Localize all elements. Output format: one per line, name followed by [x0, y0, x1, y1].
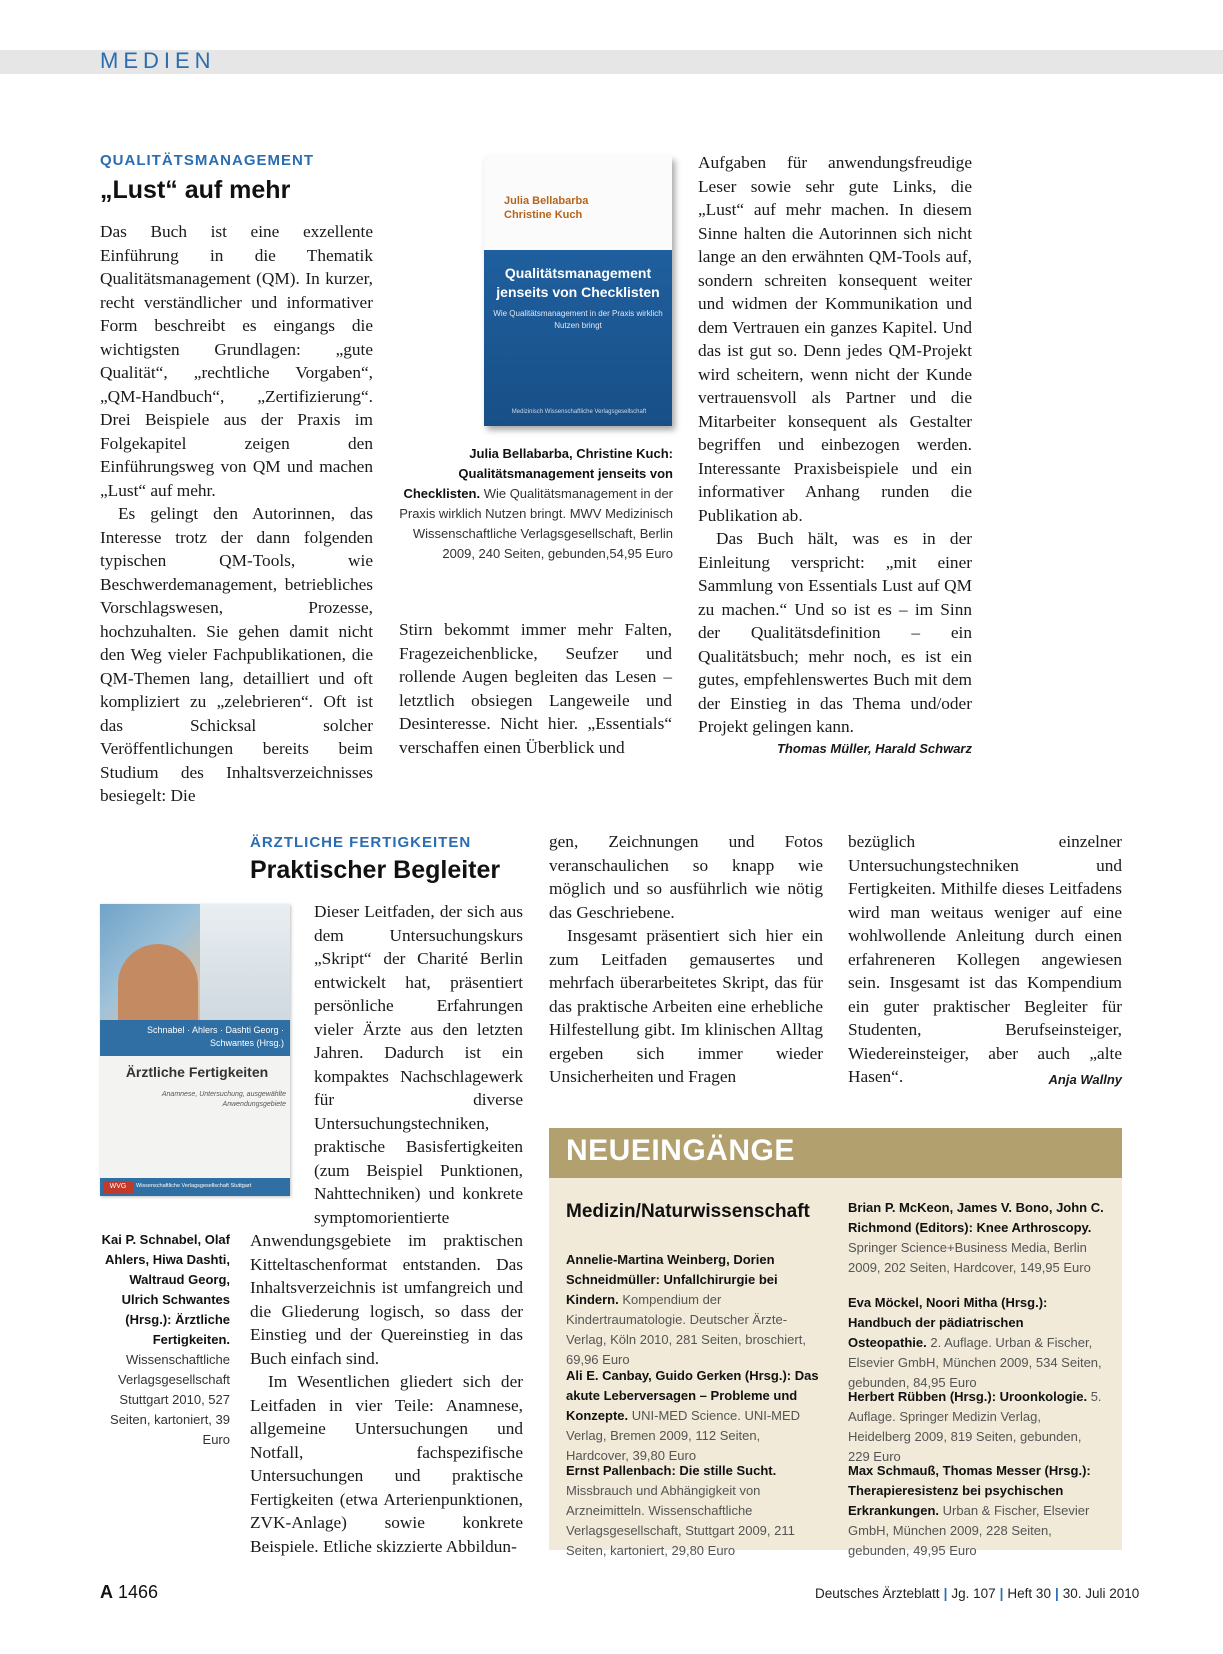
article1-column-2 [399, 618, 672, 759]
article2-paragraph: Insgesamt präsentiert sich hier ein zum Leitfaden gemausertes und mehrfach überarbeitetes Skript, das für das praktische Arbeiten eine erhebliche Hilfestellung gibt. Im klinischen Alltag ergeben sich immer wieder Unsicherheiten und Fragen [549, 926, 823, 1086]
article2-caption [100, 1230, 230, 1450]
journal-issue: Heft 30 [1007, 1586, 1051, 1601]
journal-info: Deutsches Ärzteblatt | Jg. 107 | Heft 30 | 30. Juli 2010 [815, 1586, 1140, 1601]
cover-subtitle: Anamnese, Untersuchung, ausgewählte Anwendungsgebiete [161, 1091, 286, 1108]
entry-title: Ali E. Canbay, Guido Gerken (Hrsg.): Das akute Leberversagen – Probleme und Konzepte. [566, 1368, 819, 1423]
article1-kicker: QUALITÄTSMANAGEMENT [100, 152, 314, 169]
article2-paragraph: gen, Zeichnungen und Fotos veranschaulichen so knapp wie möglich und so ausführlich wie nötig das Geschriebene. [549, 832, 823, 922]
caption-title: Kai P. Schnabel, Olaf Ahlers, Hiwa Dashti, Waltraud Georg, Ulrich Schwantes (Hrsg.): Ärztliche Fertigkeiten. [101, 1232, 230, 1347]
entry-details: Springer Science+Business Media, Berlin 2009, 202 Seiten, Hardcover, 149,95 Euro [848, 1240, 1091, 1275]
article1-paragraph: Stirn bekommt immer mehr Falten, Fragezeichenblicke, Seufzer und rollende Augen begleiten das Lesen – letztlich obsiegen Langeweile und Desinteresse. Nicht hier. „Essentials“ verschaffen einen Überblick und [399, 620, 672, 757]
neueingaenge-subtitle: Medizin/Naturwissenschaft [566, 1201, 810, 1222]
cover-authors [504, 194, 588, 222]
journal-volume: Jg. 107 [951, 1586, 996, 1601]
neueingaenge-entry [848, 1461, 1104, 1561]
article1-paragraph: Das Buch ist eine exzellente Einführung in die Thematik Qualitätsmanagement (QM). In kurzer, recht verständlicher und informativer Form beschreibt es eingangs die wichtigsten Grundlagen: „gute Qualität“, „rechtliche Vorgaben“, „QM-Handbuch“, „Zertifizierung“. Drei Beispiele aus der Praxis im Folgekapitel zeigen den Einführungsweg von QM und machen „Lust“ auf mehr. [100, 222, 373, 500]
entry-details: 2. Auflage. Urban & Fischer, Elsevier GmbH, München 2009, 534 Seiten, gebunden, 84,95 Euro [848, 1335, 1102, 1390]
neueingaenge-entry [848, 1198, 1104, 1278]
article2-paragraph: Dieser Leitfaden, der sich aus dem Untersuchungskurs „Skript“ der Charité Berlin entwickelt hat, präsentiert persönliche Erfahrungen vieler Ärzte aus den letzten Jahren. Dadurch ist ein kompaktes Nachschlagewerk für diverse Untersuchungstechniken, praktische Basisfertigkeiten (zum Beispiel Punktionen, Nahttechniken) und konkrete symptomorientierte [314, 902, 523, 1227]
cover-authors: Schnabel · Ahlers · Dashti Georg · Schwantes (Hrsg.) [146, 1025, 284, 1048]
page-prefix: A [100, 1582, 113, 1602]
entry-title: Herbert Rübben (Hrsg.): Uroonkologie. [848, 1389, 1088, 1404]
caption-details: Wissenschaftliche Verlagsgesellschaft Stuttgart 2010, 527 Seiten, kartoniert, 39 Euro [110, 1352, 230, 1447]
page-number [100, 1582, 158, 1603]
cover-title: Ärztliche Fertigkeiten [125, 1064, 269, 1080]
entry-details: Missbrauch und Abhängigkeit von Arzneimitteln. Wissenschaftliche Verlagsgesellschaft, Stuttgart 2009, 211 Seiten, kartoniert, 29,80 Euro [566, 1483, 795, 1558]
article1-column-3 [698, 151, 972, 739]
book-cover-qualitaetsmanagement [484, 156, 672, 426]
cover-author-2: Christine Kuch [504, 209, 583, 221]
article1-paragraph: Das Buch hält, was es in der Einleitung verspricht: „mit einer Sammlung von Essentials Lust auf QM zu machen.“ Und so ist es – im Sinn der Qualitätsdefinition – ein Qualitätsbuch; mehr noch, es ist ein gutes, empfehlenswertes Buch mit dem der Einstieg in das Thema und/oder Projekt gelingen kann. [698, 529, 972, 736]
article2-column-1 [250, 1229, 523, 1558]
cover-publisher: Wissenschaftliche Verlagsgesellschaft Stuttgart [136, 1183, 252, 1189]
caption-title: Julia Bellabarba, Christine Kuch: Qualitätsmanagement jenseits von Checklisten. [403, 446, 673, 501]
page-number-value: 1466 [118, 1582, 159, 1602]
article1-headline: „Lust“ auf mehr [100, 176, 291, 204]
book-cover-aerztliche-fertigkeiten [100, 904, 290, 1196]
article1-paragraph: Es gelingt den Autorinnen, das Interesse trotz der dann folgenden typischen QM-Tools, wie Beschwerdemanagement, betriebliches Vorschlagswesen, Prozesse, hochzuhalten. Sie gehen damit nicht den Weg vieler Fachpublikationen, die QM-Themen lang, detailliert und oft kompliziert zu „zelebrieren“. Oft ist das Schicksal solcher Veröffentlichungen bereits beim Studium des Inhaltsverzeichnisses besiegelt: Die [100, 504, 373, 805]
article2-signature: Anja Wallny [1048, 1072, 1122, 1087]
entry-title: Brian P. McKeon, James V. Bono, John C. Richmond (Editors): Knee Arthroscopy. [848, 1200, 1104, 1235]
cover-subtitle: Wie Qualitätsmanagement in der Praxis wirklich Nutzen bringt [493, 309, 663, 330]
article2-paragraph: Im Wesentlichen gliedert sich der Leitfaden in vier Teile: Anamnese, allgemeine Untersuchungen und Notfall, fachspezifische Untersuchungen und praktische Fertigkeiten (etwa Arterienpunktionen, ZVK-Anlage) sowie konkrete Beispiele. Etliche skizzierte Abbildun- [250, 1372, 523, 1556]
cover-author-1: Julia Bellabarba [504, 195, 589, 207]
article2-column-1-wrap [314, 900, 523, 1229]
journal-name: Deutsches Ärzteblatt [815, 1586, 940, 1601]
entry-title: Eva Möckel, Noori Mitha (Hrsg.): Handbuch der pädiatrischen Osteopathie. [848, 1295, 1048, 1350]
entry-title: Annelie-Martina Weinberg, Dorien Schneidmüller: Unfallchirurgie bei Kindern. [566, 1252, 778, 1307]
entry-details: 5. Auflage. Springer Medizin Verlag, Heidelberg 2009, 819 Seiten, gebunden, 229 Euro [848, 1389, 1102, 1464]
article2-paragraph: bezüglich einzelner Untersuchungstechniken und Fertigkeiten. Mithilfe dieses Leitfadens wird man weitaus weniger auf eine wohlwollende Anleitung durch einen erfahreneren Kollegen angewiesen sein. Insgesamt ist das Kompendium ein guter praktischer Begleiter für Studenten, Berufseinsteiger, Wiedereinsteiger, aber auch „alte Hasen“. [848, 832, 1122, 1086]
cover-title: Qualitätsmanagement jenseits von Checklisten [496, 265, 660, 300]
cover-publisher: Medizinisch Wissenschaftliche Verlagsgesellschaft [511, 409, 647, 415]
caption-details: Wie Qualitätsmanagement in der Praxis wirklich Nutzen bringt. MWV Medizinisch Wissenschaftliche Verlagsgesellschaft, Berlin 2009, 240 Seiten, gebunden,54,95 Euro [399, 486, 673, 561]
cover-photo-doctor [200, 904, 290, 1020]
cover-photo-patient [118, 944, 198, 1020]
article1-paragraph: Aufgaben für anwendungsfreudige Leser sowie sehr gute Links, die „Lust“ auf mehr machen. In diesem Sinne halten die Autorinnen sich nicht lange an den erwähnten QM-Tools auf, sondern schreiten konsequent weiter und widmen der Kommunikation und dem Vertrauen ein ganzes Kapitel. Und das ist gut so. Denn jedes QM-Projekt wird scheitern, wenn nicht der Kunde vertrauensvoll als Partner und die Mitarbeiter konsequent als Gestalter begriffen und einbezogen werden. Interessante Praxisbeispiele und ein informativer Anhang runden die Publikation ab. [698, 153, 972, 525]
entry-details: Kompendium der Kindertraumatologie. Deutscher Ärzte-Verlag, Köln 2010, 281 Seiten, broschiert, 69,96 Euro [566, 1292, 806, 1367]
neueingaenge-entry [566, 1250, 822, 1370]
section-label: MEDIEN [100, 48, 216, 73]
article1-caption [392, 444, 673, 564]
entry-title: Ernst Pallenbach: Die stille Sucht. [566, 1463, 777, 1478]
neueingaenge-title: NEUEINGÄNGE [566, 1134, 795, 1167]
publisher-logo: WVG [103, 1181, 133, 1193]
article2-column-3 [848, 830, 1122, 1089]
journal-date: 30. Juli 2010 [1062, 1586, 1140, 1601]
article2-headline: Praktischer Begleiter [250, 856, 501, 884]
article1-column-1 [100, 220, 373, 808]
article2-kicker: ÄRZTLICHE FERTIGKEITEN [250, 834, 472, 851]
neueingaenge-entry [566, 1461, 822, 1561]
entry-details: Urban & Fischer, Elsevier GmbH, München 2009, 228 Seiten, gebunden, 49,95 Euro [848, 1503, 1090, 1558]
neueingaenge-entry [848, 1293, 1104, 1393]
article2-paragraph: Anwendungsgebiete im praktischen Kitteltaschenformat entstanden. Das Inhaltsverzeichnis ist umfangreich und die Gliederung logisch, so dass der Einstieg und der Quereinstieg in das Buch einfach sind. [250, 1231, 523, 1368]
neueingaenge-entry [848, 1387, 1104, 1467]
article2-column-2 [549, 830, 823, 1089]
neueingaenge-entry [566, 1366, 822, 1466]
entry-details: UNI-MED Science. UNI-MED Verlag, Bremen 2009, 112 Seiten, Hardcover, 39,80 Euro [566, 1408, 801, 1463]
entry-title: Max Schmauß, Thomas Messer (Hrsg.): Therapieresistenz bei psychischen Erkrankungen. [848, 1463, 1091, 1518]
article1-signature: Thomas Müller, Harald Schwarz [776, 741, 972, 756]
